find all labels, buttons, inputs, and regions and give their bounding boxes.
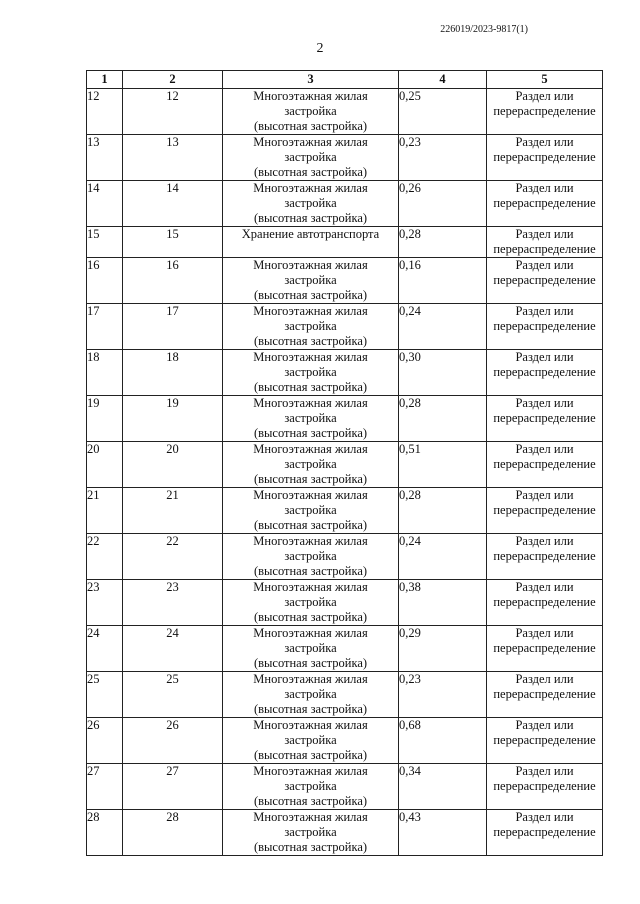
row-number-cell: 23 xyxy=(87,580,123,626)
column-header-5: 5 xyxy=(487,71,603,89)
formation-method-cell xyxy=(487,764,603,810)
land-use-line: (высотная застройка) xyxy=(253,748,368,762)
land-use-line: (высотная застройка) xyxy=(253,472,368,486)
area-cell: 0,23 xyxy=(399,135,487,181)
land-use-line: (высотная застройка) xyxy=(253,334,368,348)
formation-method-line: перераспределение xyxy=(493,733,596,747)
area-cell: 0,24 xyxy=(399,534,487,580)
land-use-line: (высотная застройка) xyxy=(253,380,368,394)
table-row xyxy=(87,718,603,764)
table-row xyxy=(87,580,603,626)
row-number-cell: 15 xyxy=(87,227,123,258)
land-use-line: застройка xyxy=(284,733,337,747)
area-cell: 0,51 xyxy=(399,442,487,488)
land-use-line: Многоэтажная жилая xyxy=(253,580,368,594)
area-cell: 0,26 xyxy=(399,181,487,227)
area-cell: 0,28 xyxy=(399,227,487,258)
land-use-line: Многоэтажная жилая xyxy=(253,626,368,640)
land-use-cell xyxy=(223,718,399,764)
land-use-line: (высотная застройка) xyxy=(253,840,368,854)
land-use-line: (высотная застройка) xyxy=(253,211,368,225)
row-number-cell: 25 xyxy=(87,672,123,718)
document-number: 226019/2023-9817(1) xyxy=(440,24,528,35)
plot-number-cell: 23 xyxy=(123,580,223,626)
formation-method-line: Раздел или xyxy=(515,442,574,456)
formation-method-line: Раздел или xyxy=(515,350,574,364)
land-use-line: застройка xyxy=(284,196,337,210)
land-use-line: (высотная застройка) xyxy=(253,656,368,670)
formation-method-line: Раздел или xyxy=(515,89,574,103)
row-number-cell: 22 xyxy=(87,534,123,580)
formation-method-cell xyxy=(487,626,603,672)
table-row xyxy=(87,304,603,350)
table-row xyxy=(87,227,603,258)
plot-number-cell: 25 xyxy=(123,672,223,718)
formation-method-line: Раздел или xyxy=(515,718,574,732)
plot-number-cell: 14 xyxy=(123,181,223,227)
plot-number-cell: 20 xyxy=(123,442,223,488)
plot-number-cell: 28 xyxy=(123,810,223,856)
land-use-line: застройка xyxy=(284,104,337,118)
land-use-cell xyxy=(223,350,399,396)
land-use-line: Многоэтажная жилая xyxy=(253,135,368,149)
land-use-line: Многоэтажная жилая xyxy=(253,442,368,456)
table-row xyxy=(87,626,603,672)
formation-method-line: Раздел или xyxy=(515,135,574,149)
plot-number-cell: 12 xyxy=(123,89,223,135)
land-use-line: (высотная застройка) xyxy=(253,610,368,624)
plot-number-cell: 13 xyxy=(123,135,223,181)
land-use-line: Многоэтажная жилая xyxy=(253,488,368,502)
row-number-cell: 14 xyxy=(87,181,123,227)
formation-method-line: перераспределение xyxy=(493,411,596,425)
land-use-line: (высотная застройка) xyxy=(253,426,368,440)
land-use-line: застройка xyxy=(284,687,337,701)
formation-method-line: Раздел или xyxy=(515,810,574,824)
land-use-line: Многоэтажная жилая xyxy=(253,764,368,778)
land-plot-table xyxy=(86,70,603,856)
table-row xyxy=(87,534,603,580)
formation-method-line: перераспределение xyxy=(493,687,596,701)
row-number-cell: 17 xyxy=(87,304,123,350)
area-cell: 0,29 xyxy=(399,626,487,672)
formation-method-cell xyxy=(487,488,603,534)
land-use-line: застройка xyxy=(284,825,337,839)
row-number-cell: 27 xyxy=(87,764,123,810)
land-use-line: (высотная застройка) xyxy=(253,288,368,302)
formation-method-line: перераспределение xyxy=(493,825,596,839)
land-use-cell xyxy=(223,227,399,258)
table-header-row xyxy=(87,71,603,89)
table-row xyxy=(87,258,603,304)
land-use-cell xyxy=(223,304,399,350)
row-number-cell: 28 xyxy=(87,810,123,856)
table-row xyxy=(87,89,603,135)
formation-method-line: перераспределение xyxy=(493,503,596,517)
plot-number-cell: 17 xyxy=(123,304,223,350)
formation-method-cell xyxy=(487,534,603,580)
formation-method-line: Раздел или xyxy=(515,396,574,410)
formation-method-line: Раздел или xyxy=(515,764,574,778)
land-use-line: Многоэтажная жилая xyxy=(253,534,368,548)
column-header-4: 4 xyxy=(399,71,487,89)
row-number-cell: 20 xyxy=(87,442,123,488)
land-use-line: (высотная застройка) xyxy=(253,564,368,578)
formation-method-cell xyxy=(487,580,603,626)
table-row xyxy=(87,135,603,181)
table-row xyxy=(87,350,603,396)
land-use-line: застройка xyxy=(284,549,337,563)
table-row xyxy=(87,488,603,534)
plot-number-cell: 24 xyxy=(123,626,223,672)
area-cell: 0,28 xyxy=(399,488,487,534)
land-use-line: Многоэтажная жилая xyxy=(253,718,368,732)
land-use-cell xyxy=(223,580,399,626)
formation-method-cell xyxy=(487,258,603,304)
land-use-cell xyxy=(223,258,399,304)
formation-method-cell xyxy=(487,89,603,135)
plot-number-cell: 18 xyxy=(123,350,223,396)
plot-number-cell: 26 xyxy=(123,718,223,764)
formation-method-cell xyxy=(487,810,603,856)
land-use-line: застройка xyxy=(284,273,337,287)
land-use-cell xyxy=(223,534,399,580)
land-use-line: (высотная застройка) xyxy=(253,794,368,808)
land-use-cell xyxy=(223,672,399,718)
area-cell: 0,28 xyxy=(399,396,487,442)
formation-method-cell xyxy=(487,135,603,181)
land-use-line: Многоэтажная жилая xyxy=(253,304,368,318)
land-use-line: (высотная застройка) xyxy=(253,518,368,532)
plot-number-cell: 27 xyxy=(123,764,223,810)
row-number-cell: 13 xyxy=(87,135,123,181)
table-row xyxy=(87,764,603,810)
plot-number-cell: 16 xyxy=(123,258,223,304)
formation-method-cell xyxy=(487,350,603,396)
land-use-cell xyxy=(223,135,399,181)
land-use-cell xyxy=(223,810,399,856)
page-number: 2 xyxy=(316,41,324,56)
land-use-line: застройка xyxy=(284,411,337,425)
formation-method-line: перераспределение xyxy=(493,549,596,563)
plot-number-cell: 21 xyxy=(123,488,223,534)
land-use-line: Многоэтажная жилая xyxy=(253,396,368,410)
table-row xyxy=(87,396,603,442)
land-use-line: Хранение автотранспорта xyxy=(241,227,380,241)
land-use-line: Многоэтажная жилая xyxy=(253,89,368,103)
formation-method-cell xyxy=(487,227,603,258)
formation-method-cell xyxy=(487,718,603,764)
column-header-2: 2 xyxy=(123,71,223,89)
land-use-line: застройка xyxy=(284,457,337,471)
land-use-line: застройка xyxy=(284,641,337,655)
table-row xyxy=(87,810,603,856)
formation-method-line: перераспределение xyxy=(493,641,596,655)
land-use-line: Многоэтажная жилая xyxy=(253,350,368,364)
formation-method-cell xyxy=(487,181,603,227)
land-use-line: Многоэтажная жилая xyxy=(253,672,368,686)
formation-method-line: Раздел или xyxy=(515,304,574,318)
area-cell: 0,30 xyxy=(399,350,487,396)
formation-method-line: перераспределение xyxy=(493,457,596,471)
land-use-cell xyxy=(223,488,399,534)
land-use-cell xyxy=(223,626,399,672)
row-number-cell: 16 xyxy=(87,258,123,304)
area-cell: 0,68 xyxy=(399,718,487,764)
formation-method-line: перераспределение xyxy=(493,779,596,793)
formation-method-line: перераспределение xyxy=(493,104,596,118)
plot-number-cell: 19 xyxy=(123,396,223,442)
area-cell: 0,43 xyxy=(399,810,487,856)
land-use-line: застройка xyxy=(284,365,337,379)
table-row xyxy=(87,181,603,227)
formation-method-line: Раздел или xyxy=(515,626,574,640)
land-use-cell xyxy=(223,442,399,488)
land-use-cell xyxy=(223,181,399,227)
formation-method-cell xyxy=(487,396,603,442)
formation-method-line: перераспределение xyxy=(493,196,596,210)
formation-method-cell xyxy=(487,672,603,718)
plot-number-cell: 22 xyxy=(123,534,223,580)
land-use-cell xyxy=(223,396,399,442)
land-use-line: Многоэтажная жилая xyxy=(253,810,368,824)
land-use-line: застройка xyxy=(284,503,337,517)
land-use-line: (высотная застройка) xyxy=(253,702,368,716)
row-number-cell: 26 xyxy=(87,718,123,764)
formation-method-line: Раздел или xyxy=(515,181,574,195)
area-cell: 0,16 xyxy=(399,258,487,304)
land-use-line: застройка xyxy=(284,150,337,164)
formation-method-line: перераспределение xyxy=(493,150,596,164)
table-row xyxy=(87,442,603,488)
land-use-line: (высотная застройка) xyxy=(253,165,368,179)
row-number-cell: 12 xyxy=(87,89,123,135)
plot-number-cell: 15 xyxy=(123,227,223,258)
land-use-line: застройка xyxy=(284,779,337,793)
formation-method-line: Раздел или xyxy=(515,258,574,272)
land-use-line: застройка xyxy=(284,595,337,609)
land-use-cell xyxy=(223,764,399,810)
formation-method-line: перераспределение xyxy=(493,319,596,333)
table-body xyxy=(87,89,603,856)
row-number-cell: 24 xyxy=(87,626,123,672)
row-number-cell: 18 xyxy=(87,350,123,396)
row-number-cell: 21 xyxy=(87,488,123,534)
land-use-line: Многоэтажная жилая xyxy=(253,258,368,272)
column-header-1: 1 xyxy=(87,71,123,89)
land-use-cell xyxy=(223,89,399,135)
land-use-line: Многоэтажная жилая xyxy=(253,181,368,195)
formation-method-line: Раздел или xyxy=(515,488,574,502)
formation-method-line: Раздел или xyxy=(515,672,574,686)
formation-method-line: Раздел или xyxy=(515,227,574,241)
area-cell: 0,38 xyxy=(399,580,487,626)
formation-method-line: перераспределение xyxy=(493,273,596,287)
formation-method-cell xyxy=(487,304,603,350)
table-row xyxy=(87,672,603,718)
formation-method-line: перераспределение xyxy=(493,595,596,609)
row-number-cell: 19 xyxy=(87,396,123,442)
area-cell: 0,25 xyxy=(399,89,487,135)
formation-method-line: перераспределение xyxy=(493,242,596,256)
column-header-3: 3 xyxy=(223,71,399,89)
area-cell: 0,24 xyxy=(399,304,487,350)
formation-method-line: Раздел или xyxy=(515,534,574,548)
land-use-line: застройка xyxy=(284,319,337,333)
formation-method-line: перераспределение xyxy=(493,365,596,379)
land-use-line: (высотная застройка) xyxy=(253,119,368,133)
formation-method-cell xyxy=(487,442,603,488)
formation-method-line: Раздел или xyxy=(515,580,574,594)
area-cell: 0,34 xyxy=(399,764,487,810)
area-cell: 0,23 xyxy=(399,672,487,718)
